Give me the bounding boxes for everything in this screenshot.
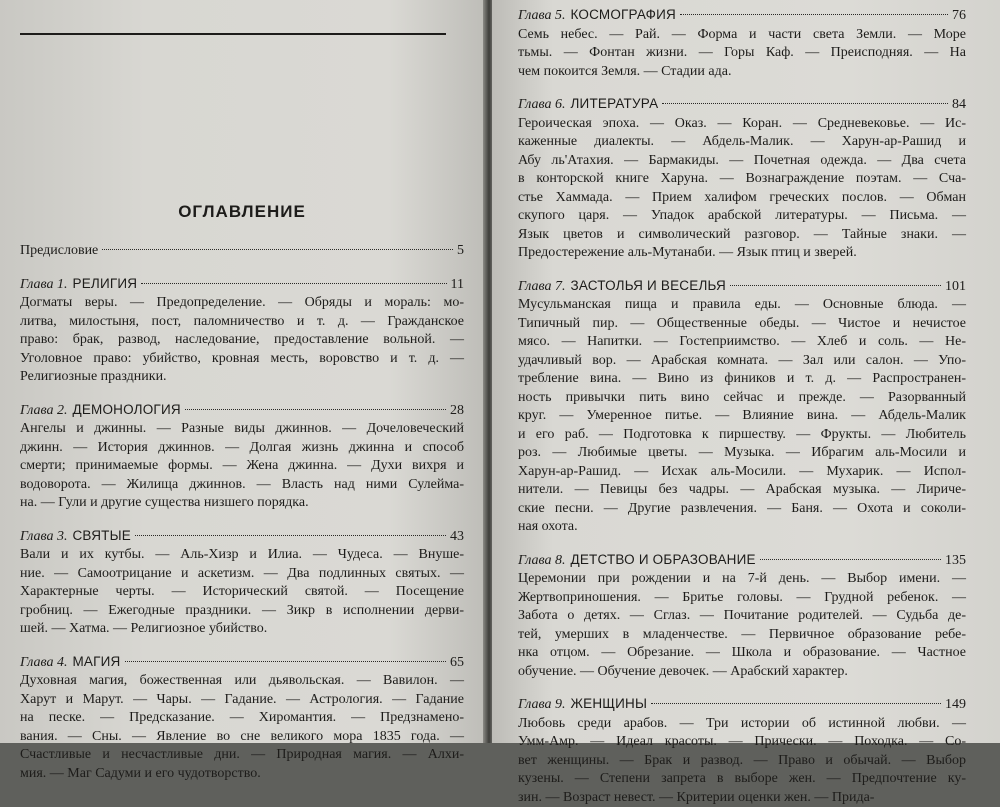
chapter-contents — [518, 715, 966, 807]
chapter-heading — [20, 401, 464, 421]
left-page — [0, 0, 486, 743]
chapter-title: ДЕТСТВО И ОБРАЗОВАНИЕ — [570, 551, 755, 570]
chapter-page-number: 76 — [952, 7, 966, 26]
chapter-title: ЗАСТОЛЬЯ И ВЕСЕЛЬЯ — [570, 277, 725, 296]
leader-dots — [141, 283, 446, 284]
contents-line: Предостережение аль-Мутанаби. — Язык птиц и зверей. — [518, 244, 966, 263]
chapter-title: КОСМОГРАФИЯ — [570, 6, 675, 25]
contents-line: кузены. — Степени запрета в выборе жен. — Предпочтение ку- — [518, 770, 966, 789]
contents-line: скупого царя. — Упадок арабской литературы. — Письма. — — [518, 207, 966, 226]
chapter-contents — [20, 420, 464, 513]
contents-line: Забота о детях. — Сглаз. — Почитание родителей. — Судьба де- — [518, 607, 966, 626]
contents-line: чем покоится Земля. — Стадии ада. — [518, 63, 966, 82]
leader-dots — [662, 103, 948, 104]
contents-line: шей. — Хатма. — Религиозное убийство. — [20, 620, 464, 639]
right-chapter-list — [518, 6, 966, 807]
preface-title: Предисловие — [20, 242, 98, 261]
chapter-page-number: 84 — [952, 96, 966, 115]
contents-line: обучение. — Обучение девочек. — Арабский характер. — [518, 663, 966, 682]
contents-line: Харун-ар-Рашид. — Исхак аль-Мосили. — Мухарик. — Испол- — [518, 463, 966, 482]
chapter-title: РЕЛИГИЯ — [72, 275, 137, 294]
contents-line: на. — Гули и другие существа низшего порядка. — [20, 494, 464, 513]
chapter-label: Глава 8. — [518, 552, 565, 571]
contents-line: Героическая эпоха. — Оказ. — Коран. — Средневековье. — Ис- — [518, 115, 966, 134]
chapter-heading — [20, 527, 464, 547]
chapter-label: Глава 4. — [20, 654, 67, 673]
contents-line: Мусульманская пища и правила еды. — Основные блюда. — — [518, 296, 966, 315]
chapter-contents — [518, 26, 966, 82]
contents-line: круг. — Умеренное питье. — Влияние вина. — Абдель-Малик — [518, 407, 966, 426]
contents-line: удачливый вор. — Арабская комната. — Зал или салон. — Упо- — [518, 352, 966, 371]
contents-line: Духовная магия, божественная или дьявольская. — Вавилон. — — [20, 672, 464, 691]
contents-line: Религиозные праздники. — [20, 368, 464, 387]
contents-line: ние. — Самоотрицание и аскетизм. — Два подлинных святых. — — [20, 565, 464, 584]
chapter-label: Глава 7. — [518, 278, 565, 297]
contents-line: нка отцом. — Обрезание. — Школа и образование. — Частное — [518, 644, 966, 663]
contents-line: требление вина. — Вино из фиников и т. д. — Распространен- — [518, 370, 966, 389]
contents-line: Вали и их кутбы. — Аль-Хизр и Илиа. — Чудеса. — Внуше- — [20, 546, 464, 565]
contents-line: каженные диалекты. — Абдель-Малик. — Харун-ар-Рашид и — [518, 133, 966, 152]
contents-line: на песке. — Предсказание. — Хиромантия. — Предзнамено- — [20, 709, 464, 728]
chapter-heading — [518, 551, 966, 571]
contents-line: мия. — Маг Садуми и его чудотворство. — [20, 765, 464, 784]
chapter-label: Глава 1. — [20, 276, 67, 295]
chapter-label: Глава 5. — [518, 7, 565, 26]
chapter-contents — [518, 296, 966, 537]
contents-line: Жертвоприношения. — Бритье головы. — Грудной ребенок. — — [518, 589, 966, 608]
toc-chapter-entry[interactable] — [518, 6, 966, 81]
contents-line: роз. — Любимые цветы. — Музыка. — Ибрагим аль-Мосили и — [518, 444, 966, 463]
chapter-heading — [518, 695, 966, 715]
right-page — [492, 0, 1000, 743]
contents-line: гробниц. — Ежегодные праздники. — Зикр в исполнении дерви- — [20, 602, 464, 621]
chapter-heading — [518, 95, 966, 115]
leader-dots — [102, 249, 453, 250]
chapter-title: МАГИЯ — [72, 653, 120, 672]
preface-page-number: 5 — [457, 242, 464, 261]
contents-line: Харут и Марут. — Чары. — Гадание. — Астрология. — Гадание — [20, 691, 464, 710]
toc-chapter-entry[interactable] — [518, 695, 966, 807]
contents-line: Язык цветов и символический разговор. — Тайные знаки. — — [518, 226, 966, 245]
toc-entry-preface[interactable] — [20, 242, 464, 261]
leader-dots — [135, 535, 446, 536]
contents-line: тьмы. — Фонтан жизни. — Горы Каф. — Преисподняя. — На — [518, 44, 966, 63]
contents-line: Уголовное право: убийство, кровная месть, воровство и т. д. — — [20, 350, 464, 369]
left-chapter-list — [20, 275, 464, 784]
chapter-page-number: 101 — [945, 278, 966, 297]
contents-line: Церемонии при рождении и на 7-й день. — Выбор имени. — — [518, 570, 966, 589]
contents-line: нители. — Певицы без чадры. — Арабская музыка. — Лириче- — [518, 481, 966, 500]
chapter-title: ЛИТЕРАТУРА — [570, 95, 658, 114]
contents-line: вания. — Сны. — Явление во сне великого мора 1835 года. — — [20, 728, 464, 747]
contents-line: тей, умерших в младенчестве. — Первичное образование ребе- — [518, 626, 966, 645]
contents-line: Умм-Амр. — Идеал красоты. — Прически. — Походка. — Со- — [518, 733, 966, 752]
toc-chapter-entry[interactable] — [20, 275, 464, 387]
contents-line: Абу ль'Атахия. — Бармакиды. — Почетная одежда. — Два счета — [518, 152, 966, 171]
chapter-page-number: 11 — [451, 276, 464, 295]
contents-line: смерти; принимаемые формы. — Жена джинна. — Духи вихря и — [20, 457, 464, 476]
chapter-page-number: 28 — [450, 402, 464, 421]
chapter-heading — [518, 277, 966, 297]
toc-chapter-entry[interactable] — [518, 277, 966, 537]
contents-line: литва, милостыня, пост, паломничество и т. д. — Гражданское — [20, 313, 464, 332]
contents-line: и его раб. — Подготовка к пиршеству. — Фрукты. — Любитель — [518, 426, 966, 445]
contents-line: Характерные черты. — Исторический святой. — Посещение — [20, 583, 464, 602]
leader-dots — [651, 703, 941, 704]
contents-line: водоворота. — Жилища джиннов. — Власть над ними Сулейма- — [20, 476, 464, 495]
chapter-page-number: 65 — [450, 654, 464, 673]
contents-line: мясо. — Напитки. — Гостеприимство. — Хлеб и соль. — Не- — [518, 333, 966, 352]
contents-line: Любовь среди арабов. — Три истории об истинной любви. — — [518, 715, 966, 734]
chapter-label: Глава 6. — [518, 96, 565, 115]
contents-line: ная охота. — [518, 518, 966, 537]
contents-line: право: брак, развод, наследование, предоставление вольной. — — [20, 331, 464, 350]
toc-title: ОГЛАВЛЕНИЕ — [20, 202, 464, 222]
chapter-contents — [20, 672, 464, 783]
toc-chapter-entry[interactable] — [518, 551, 966, 682]
toc-chapter-entry[interactable] — [20, 653, 464, 784]
contents-line: Счастливые и несчастливые дни. — Природная магия. — Алхи- — [20, 746, 464, 765]
header-rule — [20, 33, 446, 35]
contents-line: зин. — Возраст невест. — Критерии оценки жен. — Прида- — [518, 789, 966, 807]
chapter-label: Глава 2. — [20, 402, 67, 421]
chapter-label: Глава 3. — [20, 528, 67, 547]
chapter-heading — [20, 275, 464, 295]
contents-line: стье Хаммада. — Прием халифом греческих послов. — Обман — [518, 189, 966, 208]
toc-chapter-entry[interactable] — [20, 401, 464, 513]
chapter-heading — [20, 653, 464, 673]
contents-line: Семь небес. — Рай. — Форма и части света Земли. — Море — [518, 26, 966, 45]
chapter-title: СВЯТЫЕ — [72, 527, 130, 546]
chapter-contents — [518, 570, 966, 681]
chapter-title: ДЕМОНОЛОГИЯ — [72, 401, 180, 420]
toc-chapter-entry[interactable] — [20, 527, 464, 639]
chapter-label: Глава 9. — [518, 696, 565, 715]
chapter-heading — [518, 6, 966, 26]
contents-line: джинн. — История джиннов. — Долгая жизнь джинна и способ — [20, 439, 464, 458]
contents-line: ность привычки пить вино сейчас и прежде. — Разорванный — [518, 389, 966, 408]
contents-line: ские песни. — Другие развлечения. — Баня. — Охота и соколи- — [518, 500, 966, 519]
leader-dots — [730, 285, 941, 286]
chapter-page-number: 149 — [945, 696, 966, 715]
chapter-page-number: 43 — [450, 528, 464, 547]
leader-dots — [760, 559, 941, 560]
contents-line: Догматы веры. — Предопределение. — Обряды и мораль: мо- — [20, 294, 464, 313]
chapter-contents — [20, 546, 464, 639]
contents-line: Ангелы и джинны. — Разные виды джиннов. — Дочеловеческий — [20, 420, 464, 439]
contents-line: вет женщины. — Брак и развод. — Право и обычай. — Выбор — [518, 752, 966, 771]
contents-line: в конторской книге Харуна. — Вознаграждение поэтам. — Сча- — [518, 170, 966, 189]
chapter-contents — [518, 115, 966, 263]
leader-dots — [125, 661, 447, 662]
leader-dots — [185, 409, 446, 410]
chapter-title: ЖЕНЩИНЫ — [570, 695, 647, 714]
contents-line: Типичный пир. — Общественные обеды. — Чистое и нечистое — [518, 315, 966, 334]
leader-dots — [680, 14, 948, 15]
toc-chapter-entry[interactable] — [518, 95, 966, 263]
chapter-contents — [20, 294, 464, 387]
chapter-page-number: 135 — [945, 552, 966, 571]
